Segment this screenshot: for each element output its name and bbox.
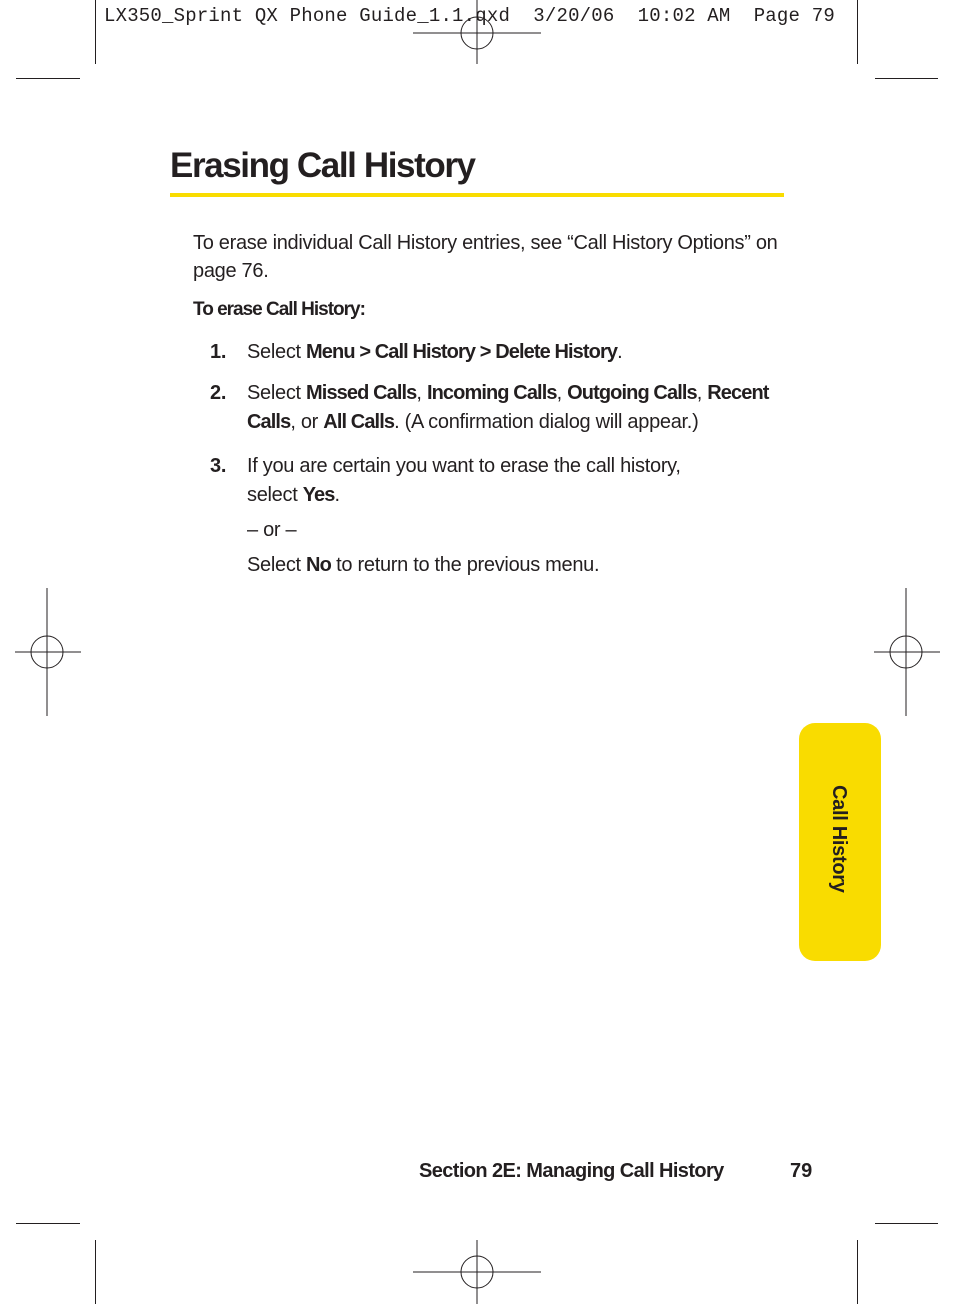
text-run: . [334, 484, 340, 506]
ui-term: Menu > Call History > Delete History [306, 341, 618, 363]
ui-term: Missed Calls [306, 382, 417, 404]
text-run: Select [247, 382, 307, 404]
or-separator: – or – [247, 519, 297, 541]
step-text [247, 338, 792, 367]
section-tab-label: Call History [828, 785, 850, 893]
text-run: , [556, 382, 568, 404]
text-run: If you are certain you want to erase the call history, select [247, 455, 681, 506]
text-run: . [617, 341, 623, 363]
text-run: , [696, 382, 708, 404]
registration-mark-icon [15, 588, 81, 716]
ui-term: Recent Calls [247, 382, 769, 433]
step-text [247, 379, 792, 437]
page-number: 79 [790, 1160, 813, 1182]
text-run: . (A confirmation dialog will appear.) [394, 411, 699, 433]
step-number: 2. [210, 382, 227, 404]
step-text [247, 452, 727, 510]
registration-mark-icon [874, 588, 940, 716]
text-run: , or [290, 411, 324, 433]
step-number: 3. [210, 455, 227, 477]
intro-paragraph: To erase individual Call History entries, see “Call History Options” on page 76. [193, 232, 778, 282]
registration-mark-icon [413, 0, 541, 64]
ui-term: All Calls [323, 411, 395, 433]
ui-term: No [306, 554, 331, 576]
text-run: Select [247, 341, 307, 363]
step-alt-text [247, 551, 792, 580]
text-run: to return to the previous menu. [330, 554, 600, 576]
footer-section-title: Section 2E: Managing Call History [419, 1160, 724, 1182]
title-rule [170, 193, 784, 197]
text-run: , [416, 382, 427, 404]
ui-term: Outgoing Calls [567, 382, 697, 404]
procedure-heading: To erase Call History: [193, 299, 365, 320]
ui-term: Incoming Calls [426, 382, 557, 404]
registration-mark-icon [413, 1240, 541, 1304]
text-run: Select [247, 554, 307, 576]
page-title: Erasing Call History [170, 146, 475, 185]
file-slug: LX350_Sprint QX Phone Guide_1.1.qxd 3/20/06 10:02 AM Page 79 [104, 5, 835, 27]
ui-term: Yes [302, 484, 335, 506]
step-number: 1. [210, 341, 227, 363]
